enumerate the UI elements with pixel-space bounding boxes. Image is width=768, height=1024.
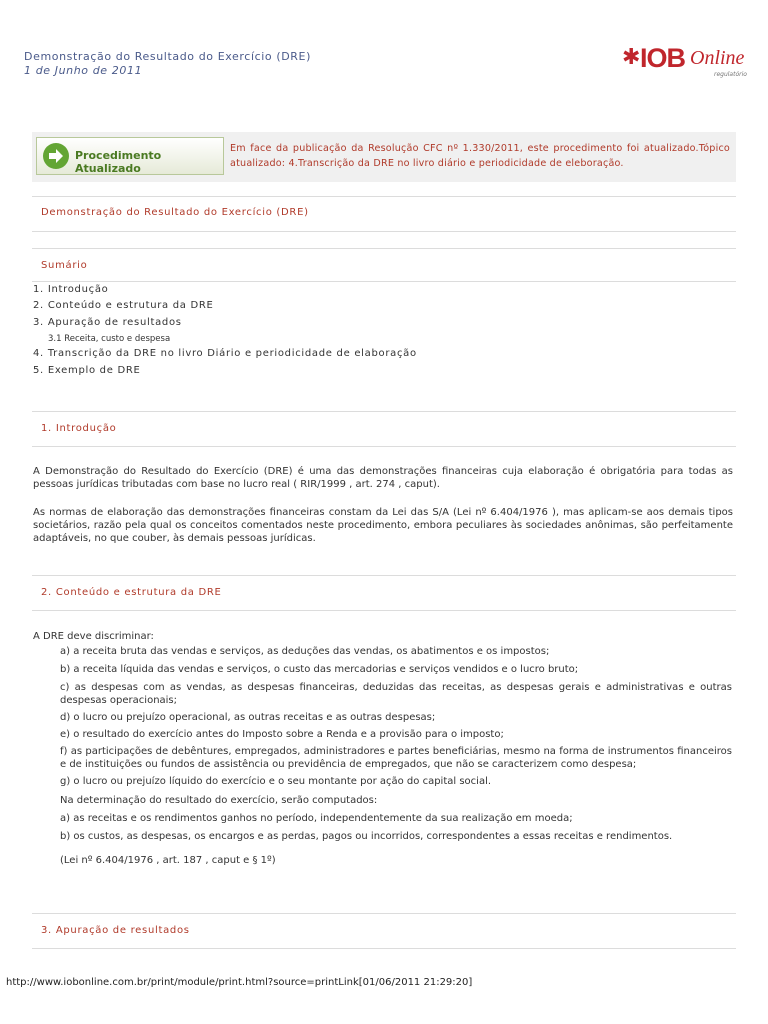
dre-item-a: a) a receita bruta das vendas e serviços, as deduções das vendas, os abatimentos e os impostos; (60, 646, 550, 657)
toc-item-conteudo[interactable]: 2. Conteúdo e estrutura da DRE (33, 300, 214, 311)
dre-item-b: b) a receita líquida das vendas e serviços, o custo das mercadorias e serviços vendidos e o lucro bruto; (60, 664, 579, 675)
section3-heading: 3. Apuração de resultados (41, 925, 190, 936)
iob-online-logo (622, 44, 746, 84)
dre-item-d: d) o lucro ou prejuízo operacional, as outras receitas e as outras despesas; (60, 712, 436, 723)
main-title: Demonstração do Resultado do Exercício (DRE) (41, 207, 309, 218)
dre-item-e: e) o resultado do exercício antes do Imposto sobre a Renda e a provisão para o imposto; (60, 729, 504, 740)
summary-heading-box (32, 248, 736, 282)
section1-heading: 1. Introdução (41, 423, 117, 434)
document-title: Demonstração do Resultado do Exercício (DRE) (24, 50, 311, 63)
toc-item-apuracao[interactable]: 3. Apuração de resultados (33, 317, 182, 328)
logo-product: Online (690, 47, 745, 69)
toc-item-transcricao[interactable]: 4. Transcrição da DRE no livro Diário e periodicidade de elaboração (33, 348, 417, 359)
main-title-box (32, 196, 736, 232)
toc-item-exemplo[interactable]: 5. Exemplo de DRE (33, 365, 141, 376)
section3-heading-box (32, 913, 736, 949)
section1-paragraph-1: A Demonstração do Resultado do Exercício (DRE) é uma das demonstrações financeiras cuja elaboração é obrigatória para todas as pessoas jurídicas tributadas com base no lucro real ( RIR/1999 , art. 274 , caput). (33, 466, 733, 490)
update-notice (32, 132, 736, 182)
section1-paragraph-2: As normas de elaboração das demonstrações financeiras constam da Lei das S/A (Lei nº 6.404/1976 ), mas aplicam-se aos demais tipos societários, razão pela qual os conceitos comentados neste procedimento, embora peculiares às sociedades anônimas, são perfeitamente adaptáveis, no que couber, às demais pessoas jurídicas. (33, 507, 733, 544)
toc-item-introducao[interactable]: 1. Introdução (33, 284, 109, 295)
asterisk-icon: ✱ (622, 45, 641, 70)
law-citation: (Lei nº 6.404/1976 , art. 187 , caput e § 1º) (60, 855, 276, 866)
procedimento-atualizado-badge (36, 137, 224, 175)
print-url: http://www.iobonline.com.br/print/module/print.html?source=printLink[01/06/2011 21:29:20] (6, 977, 473, 988)
summary-heading: Sumário (41, 260, 88, 271)
dre-item-g: g) o lucro ou prejuízo líquido do exercício e o seu montante por ação do capital social. (60, 776, 492, 787)
document-date: 1 de Junho de 2011 (24, 64, 143, 77)
section2-intro: A DRE deve discriminar: (33, 631, 154, 642)
dre-item-f: f) as participações de debêntures, empregados, administradores e partes beneficiárias, mesmo na forma de instrumentos financeiros e de instituições ou fundos de assistência ou previdência de empregados, que não se caracterizem como despesa; (60, 746, 732, 770)
arrow-right-icon (43, 143, 69, 169)
logo-brand: IOB (640, 43, 686, 73)
badge-label: Procedimento Atualizado (75, 149, 162, 175)
dre-item-c: c) as despesas com as vendas, as despesas financeiras, deduzidas das receitas, as despesas gerais e administrativas e outras despesas operacionais; (60, 682, 732, 706)
section2-heading-box (32, 575, 736, 611)
section2-sub-intro: Na determinação do resultado do exercício, serão computados: (60, 795, 378, 806)
section1-heading-box (32, 411, 736, 447)
dre-sub-item-a: a) as receitas e os rendimentos ganhos no período, independentemente da sua realização em moeda; (60, 813, 573, 824)
section2-heading: 2. Conteúdo e estrutura da DRE (41, 587, 222, 598)
toc-subitem-receita[interactable]: 3.1 Receita, custo e despesa (48, 334, 171, 344)
dre-sub-item-b: b) os custos, as despesas, os encargos e as perdas, pagos ou incorridos, correspondentes a essas receitas e rendimentos. (60, 831, 673, 842)
notice-text: Em face da publicação da Resolução CFC nº 1.330/2011, este procedimento foi atualizado.Tópico atualizado: 4.Transcrição da DRE no livro diário e periodicidade de eleboração. (230, 143, 730, 169)
logo-tagline: regulatório (714, 71, 747, 78)
